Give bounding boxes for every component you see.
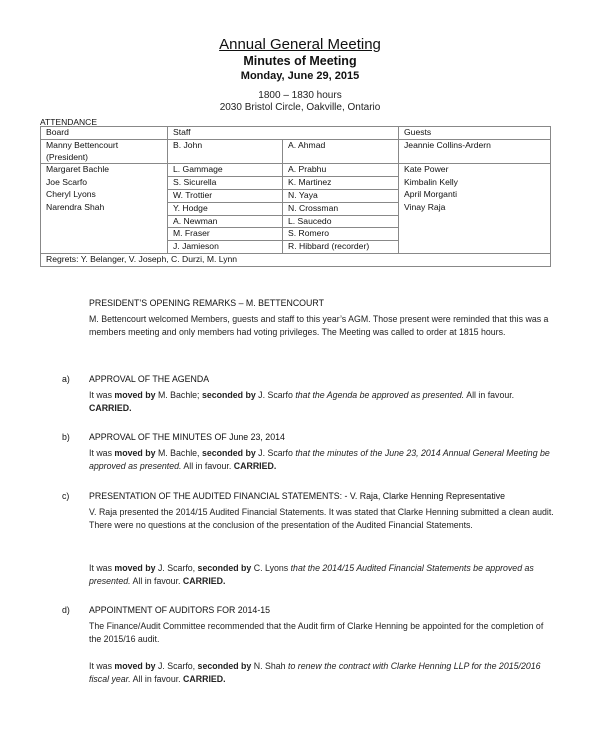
header-staff: Staff: [168, 127, 399, 140]
item-a-letter: a): [62, 374, 70, 384]
opening-remarks-heading: PRESIDENT’S OPENING REMARKS – M. BETTENCOURT: [89, 298, 324, 308]
opening-remarks-text: M. Bettencourt welcomed Members, guests and staff to this year’s AGM. Those present were reminded that this was a members meeting and only members had voting privileges. The Meeting was called to order at 1815 hours.: [89, 314, 549, 338]
table-cell: Narendra Shah: [41, 202, 168, 215]
table-cell: R. Hibbard (recorder): [283, 241, 399, 254]
table-cell: Joe Scarfo: [41, 177, 168, 190]
header-board: Board: [41, 127, 168, 140]
table-cell: [168, 152, 283, 164]
item-b-heading: APPROVAL OF THE MINUTES OF June 23, 2014: [89, 432, 285, 442]
table-row: [41, 177, 551, 190]
item-b-motion: It was moved by M. Bachle, seconded by J. Scarfo that the minutes of the June 23, 2014 Annual General Meeting be approved as presented. All in favour. CARRIED.: [89, 448, 550, 472]
table-cell: Cheryl Lyons: [41, 189, 168, 202]
item-c-motion: It was moved by J. Scarfo, seconded by C. Lyons that the 2014/15 Audited Financial Statements be approved as presented. All in favour. CARRIED.: [89, 563, 534, 587]
table-row: [41, 189, 551, 202]
regrets-text: Regrets: Y. Belanger, V. Joseph, C. Durzi, M. Lynn: [41, 253, 551, 266]
item-c-letter: c): [62, 491, 70, 501]
item-d-motion: It was moved by J. Scarfo, seconded by N. Shah to renew the contract with Clarke Henning LLP for the 2015/2016 fiscal year. All in favour. CARRIED.: [89, 661, 541, 685]
item-a-motion: It was moved by M. Bachle; seconded by J. Scarfo that the Agenda be approved as presented. All in favour. CARRIED.: [89, 390, 515, 414]
table-cell: [41, 241, 168, 254]
table-row: [41, 164, 551, 177]
table-cell: Y. Hodge: [168, 202, 283, 215]
document-title: Annual General Meeting: [219, 36, 381, 53]
table-cell: N. Yaya: [283, 189, 399, 202]
item-d-letter: d): [62, 605, 70, 615]
table-header-row: [41, 127, 551, 140]
table-cell: S. Romero: [283, 228, 399, 241]
table-cell: Margaret Bachle: [41, 164, 168, 177]
header-guests: Guests: [399, 127, 551, 140]
table-cell: Jeannie Collins-Ardern: [399, 139, 551, 151]
table-cell: L. Gammage: [168, 164, 283, 177]
table-cell: Kimbalin Kelly: [399, 177, 551, 190]
table-cell: [399, 228, 551, 241]
table-row: [41, 139, 551, 151]
table-cell: Kate Power: [399, 164, 551, 177]
table-cell: [41, 228, 168, 241]
table-cell: L. Saucedo: [283, 215, 399, 228]
item-b-letter: b): [62, 432, 70, 442]
table-cell: S. Sicurella: [168, 177, 283, 190]
table-cell: A. Newman: [168, 215, 283, 228]
table-cell: A. Ahmad: [283, 139, 399, 151]
table-cell: (President): [41, 152, 168, 164]
table-cell: J. Jamieson: [168, 241, 283, 254]
table-cell: [399, 152, 551, 164]
table-cell: N. Crossman: [283, 202, 399, 215]
table-row: [41, 202, 551, 215]
table-cell: K. Martinez: [283, 177, 399, 190]
attendance-label: ATTENDANCE: [40, 117, 97, 127]
table-cell: April Morganti: [399, 189, 551, 202]
table-cell: [283, 152, 399, 164]
table-cell: Manny Bettencourt: [41, 139, 168, 151]
regrets-row: [41, 253, 551, 266]
table-cell: W. Trottier: [168, 189, 283, 202]
item-d-heading: APPOINTMENT OF AUDITORS FOR 2014-15: [89, 605, 271, 615]
table-cell: Vinay Raja: [399, 202, 551, 215]
meeting-location: 2030 Bristol Circle, Oakville, Ontario: [219, 102, 381, 113]
document-subtitle: Minutes of Meeting: [243, 54, 357, 68]
table-cell: [399, 215, 551, 228]
item-c-heading: PRESENTATION OF THE AUDITED FINANCIAL STATEMENTS: - V. Raja, Clarke Henning Representative: [89, 491, 506, 501]
table-cell: B. John: [168, 139, 283, 151]
table-cell: M. Fraser: [168, 228, 283, 241]
table-row: [41, 152, 551, 164]
item-c-text: V. Raja presented the 2014/15 Audited Financial Statements. It was stated that Clarke Henning submitted a clean audit. There were no questions at the conclusion of the presentation of the Audited Financial Statements.: [89, 507, 554, 531]
table-row: [41, 228, 551, 241]
table-cell: [399, 241, 551, 254]
item-a-heading: APPROVAL OF THE AGENDA: [89, 374, 210, 384]
item-d-text: The Finance/Audit Committee recommended that the Audit firm of Clarke Henning be appointed for the completion of the 2015/16 audit.: [89, 621, 544, 645]
attendance-table: [40, 126, 551, 267]
meeting-time: 1800 – 1830 hours: [258, 90, 342, 101]
table-cell: [41, 215, 168, 228]
table-row: [41, 215, 551, 228]
table-cell: A. Prabhu: [283, 164, 399, 177]
table-row: [41, 241, 551, 254]
meeting-date: Monday, June 29, 2015: [240, 70, 360, 82]
